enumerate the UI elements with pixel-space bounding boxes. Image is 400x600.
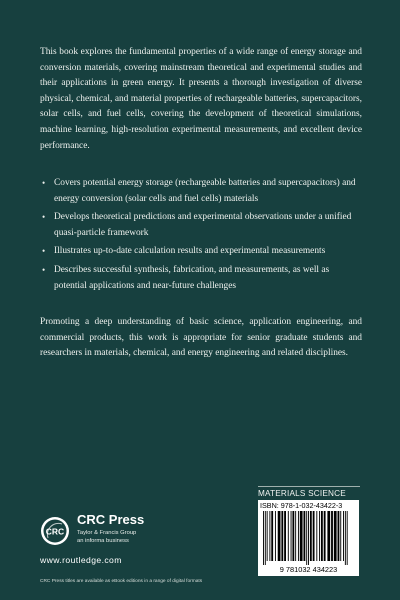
publisher-group: Taylor & Francis Group [77, 530, 137, 536]
crc-logo-icon [40, 516, 70, 546]
ebook-note: CRC Press titles are available as eBook editions in a range of digital formats [40, 579, 203, 584]
category-divider [258, 486, 360, 487]
feature-item [40, 244, 362, 260]
svg-text:CRC: CRC [45, 526, 65, 537]
subject-category: MATERIALS SCIENCE [258, 489, 346, 498]
publisher-business: an informa business [77, 538, 129, 544]
barcode-image [261, 511, 356, 574]
publisher-website[interactable]: www.routledge.com [40, 555, 122, 565]
feature-text: Develops theoretical predictions and experimental observations under a unified quasi-particle framework [54, 212, 352, 238]
feature-list [40, 176, 362, 297]
bullet-icon: • [42, 178, 46, 188]
feature-text: Describes successful synthesis, fabrication, and measurements, as well as potential applications and near-future challenges [54, 264, 330, 291]
bullet-icon: • [42, 212, 46, 223]
feature-text: Covers potential energy storage (rechargeable batteries and supercapacitors) and energy conversion (solar cells and fuel cells) materials [54, 178, 356, 204]
publisher-name: CRC Press [77, 512, 145, 527]
bullet-icon: • [42, 246, 46, 257]
feature-text: Illustrates up-to-date calculation results and experimental measurements [54, 246, 326, 257]
intro-paragraph: This book explores the fundamental properties of a wide range of energy storage and conversion materials, covering mainstream theoretical and experimental studies and their applications in green energy. It presents a thorough investigation of diverse physical, chemical, and material properties of rechargeable batteries, supercapacitors, solar cells, and fuel cells, covering the development of theoretical simulations, machine learning, high-resolution experimental measurements, and excellent device performance. [40, 47, 362, 151]
feature-item [40, 176, 362, 207]
feature-item [40, 263, 362, 294]
isbn-label: ISBN: 978-1-032-43422-3 [260, 501, 343, 510]
barcode-panel [258, 500, 359, 576]
bullet-icon: • [42, 264, 46, 275]
feature-item [40, 210, 362, 241]
barcode-digits: 9 781032 434223 [279, 565, 338, 574]
audience-paragraph: Promoting a deep understanding of basic science, application engineering, and commercial products, this work is appropriate for senior graduate students and researchers in materials, chemical, and energy engineering and related disciplines. [40, 317, 362, 359]
